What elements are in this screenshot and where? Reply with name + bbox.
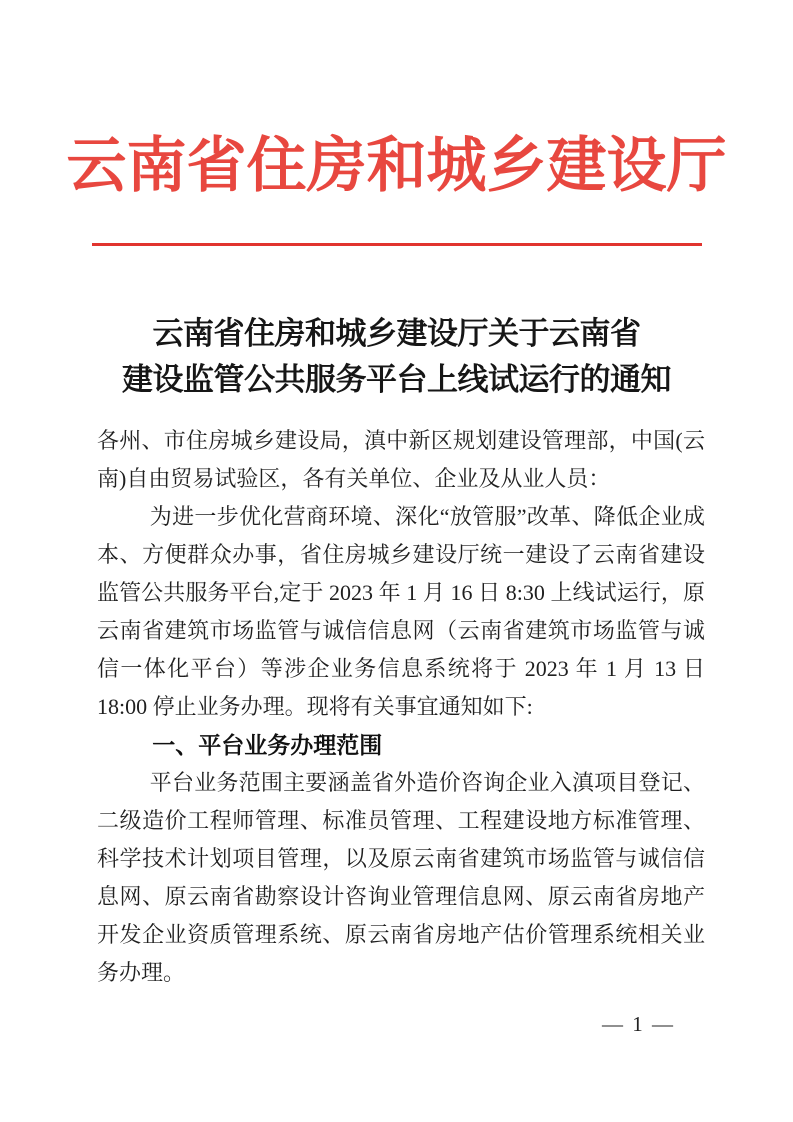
document-title <box>0 311 793 403</box>
document-title-line2: 建设监管公共服务平台上线试运行的通知 <box>122 362 671 397</box>
document-title-line1: 云南省住房和城乡建设厅关于云南省 <box>152 316 641 351</box>
document-body <box>97 422 705 992</box>
letterhead-divider-rule <box>92 243 702 246</box>
section1-heading: 一、平台业务办理范围 <box>152 732 383 758</box>
intro-paragraph: 为进一步优化营商环境、深化“放管服”改革、降低企业成本、方便群众办事，省住房城乡建设厅统一建设了云南省建设监管公共服务平台,定于 2023 年 1 月 16 日 8:30 上线试运行，原云南省建筑市场监管与诚信信息网（云南省建筑市场监管与诚信一体化平台）等涉企业务信息系统将于 2023 年 1 月 13 日 18:00 停止业务办理。现将有关事宜通知如下: <box>97 504 705 719</box>
letterhead-agency-name: 云南省住房和城乡建设厅 <box>66 133 727 199</box>
section1-paragraph: 平台业务范围主要涵盖省外造价咨询企业入滇项目登记、二级造价工程师管理、标准员管理、工程建设地方标准管理、科学技术计划项目管理，以及原云南省建筑市场监管与诚信信息网、原云南省勘察设计咨询业管理信息网、原云南省房地产开发企业资质管理系统、原云南省房地产估价管理系统相关业务办理。 <box>97 770 705 985</box>
page-number: — 1 — <box>602 1012 675 1036</box>
salutation-paragraph: 各州、市住房城乡建设局，滇中新区规划建设管理部，中国(云南)自由贸易试验区，各有关单位、企业及从业人员： <box>97 428 705 491</box>
